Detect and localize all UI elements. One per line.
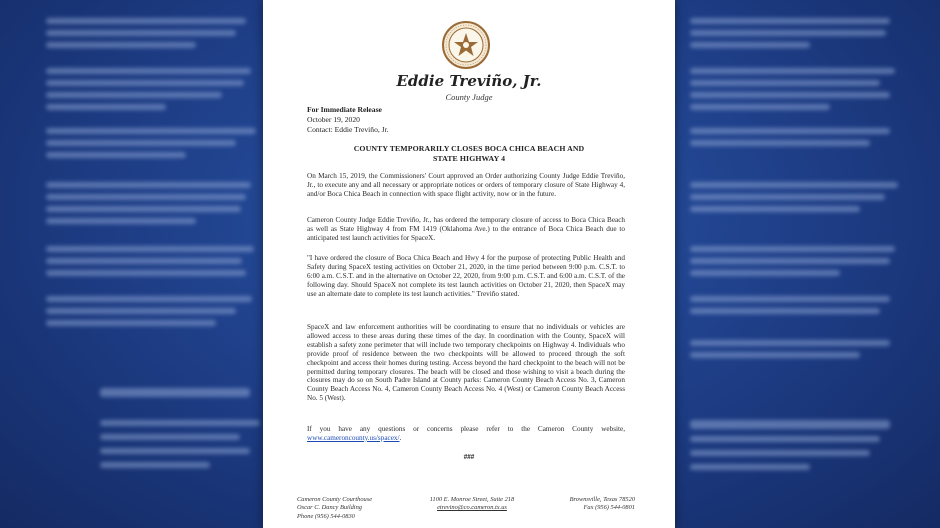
paragraph-5-end: .	[399, 433, 402, 442]
footer-city: Brownsville, Texas 78520	[569, 496, 635, 503]
paragraph-3: "I have ordered the closure of Boca Chica Beach and Hwy 4 for the purpose of protecting Public Health and Safety during SpaceX testing activities on October 21, 2020, in the time period between 9:00 p.m. C.S.T. to 6:00 a.m. C.S.T. and in the alternative on October 22, 2020, from 9:00 p.m. C.S.T. and 6:00 a.m. C.S.T. of the following day. Should SpaceX not complete its test launch activities on October 21, 2020, then SpaceX may use an alternate date to complete its test launch activities." Treviño stated.	[307, 254, 625, 298]
paragraph-1: On March 15, 2019, the Commissioners' Court approved an Order authorizing County Judge Eddie Treviño, Jr., to execute any and all necessary or appropriate notices or orders of temporary closure of State Highway 4, and/or Boca Chica Beach in connection with space flight activity, now or in the future.	[307, 172, 625, 198]
footer-right	[570, 496, 635, 513]
footer-fax: Fax (956) 544-0801	[583, 504, 635, 512]
paragraph-5	[307, 425, 625, 443]
county-seal-icon	[442, 21, 490, 69]
release-info	[307, 105, 389, 135]
release-contact: Contact: Eddie Treviño, Jr.	[307, 125, 389, 134]
end-mark: ###	[463, 453, 475, 461]
headline	[303, 144, 635, 164]
press-release-page	[263, 0, 675, 528]
release-date: October 19, 2020	[307, 115, 360, 124]
spacex-link[interactable]: www.cameroncounty.us/spacex/	[307, 433, 400, 442]
footer-center	[417, 496, 527, 513]
headline-line-2: STATE HIGHWAY 4	[432, 154, 506, 163]
footer-phone: Phone (956) 544-0830	[297, 512, 355, 520]
headline-line-1: COUNTY TEMPORARILY CLOSES BOCA CHICA BEACH AND	[353, 144, 585, 153]
judge-title: County Judge	[445, 92, 493, 102]
footer-email[interactable]: etrevino@co.cameron.tx.us	[437, 504, 507, 512]
footer-left	[297, 496, 372, 521]
footer-street: 1100 E. Monroe Street, Suite 218	[429, 496, 515, 503]
paragraph-2: Cameron County Judge Eddie Treviño, Jr., has ordered the temporary closure of access to Boca Chica Beach as well as State Highway 4 from FM 1419 (Oklahoma Ave.) to the entrance of Boca Chica Beach due to anticipated test launch activities for SpaceX.	[307, 216, 625, 242]
release-label: For Immediate Release	[307, 105, 382, 114]
paragraph-4: SpaceX and law enforcement authorities will be coordinating to ensure that no individuals or vehicles are allowed access to these areas during these times of the day. In coordination with the County, SpaceX will establish a safety zone perimeter that will include two temporary checkpoints on Highway 4. Individuals who provide proof of residence between the two checkpoints will be allowed to proceed through the soft checkpoint and access their homes during testing. Access beyond the hard checkpoint to the beach will not be permitted during temporary closures. The beach will be closed and those wishing to visit a beach during the closures may do so on South Padre Island at County parks: Cameron County Beach Access No. 3, Cameron County Beach Access No. 4, Cameron County Beach Access No. 4 (West) or Cameron County Beach Access No. 5 (West).	[307, 323, 625, 403]
judge-name: Eddie Treviño, Jr.	[396, 72, 542, 90]
footer-building: Oscar C. Dancy Building	[297, 504, 362, 512]
paragraph-5-text: If you have any questions or concerns please refer to the Cameron County website,	[307, 425, 625, 433]
footer-courthouse: Cameron County Courthouse	[297, 496, 373, 503]
